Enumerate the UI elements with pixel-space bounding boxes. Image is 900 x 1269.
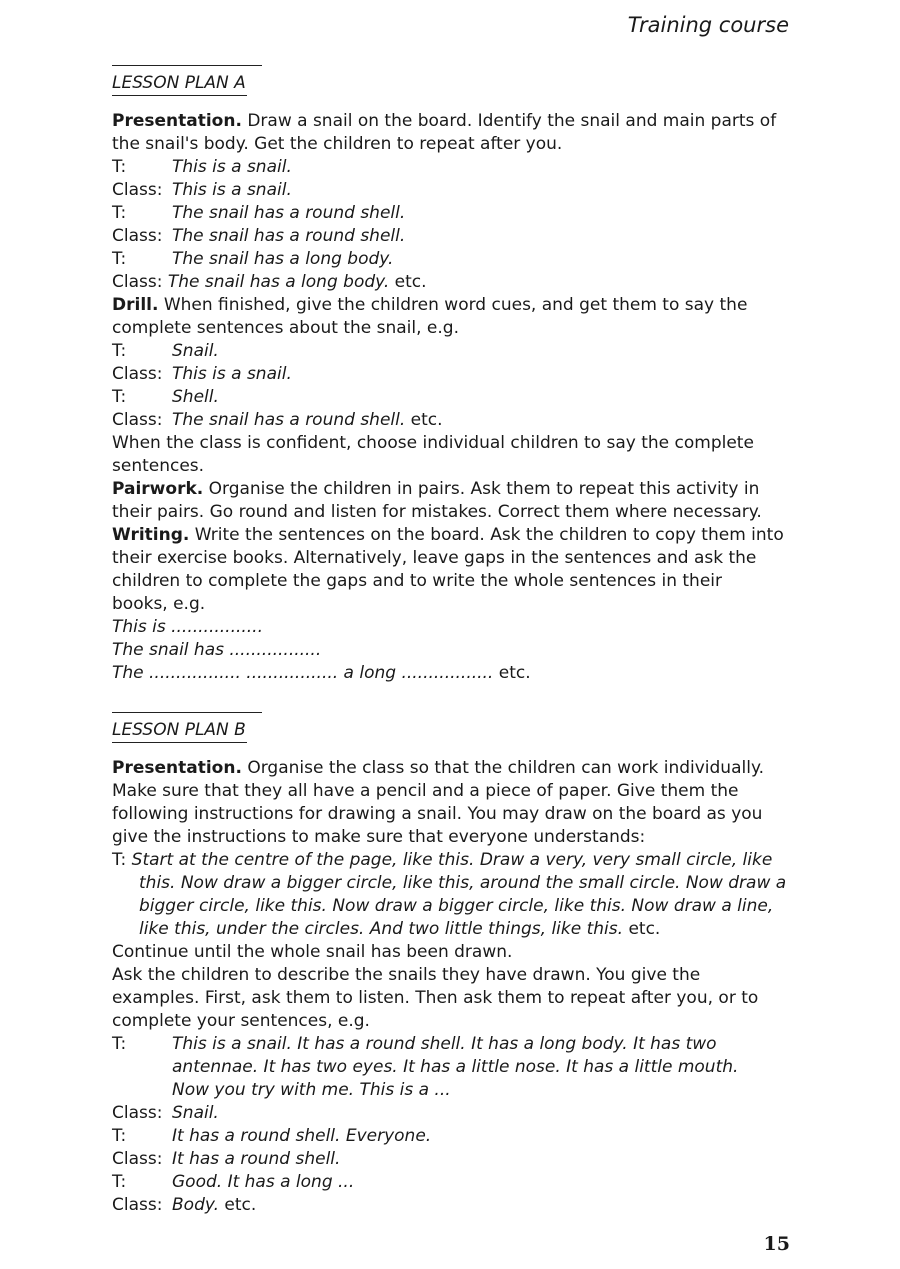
lesson-plan-b — [112, 712, 792, 1217]
speaker: Class: — [112, 1195, 163, 1215]
dialog-line — [112, 363, 792, 386]
presentation-text: Make sure that they all have a pencil and a piece of paper. Give them the — [112, 781, 739, 801]
section-title: LESSON PLAN B — [112, 719, 247, 743]
drill-text: complete sentences about the snail, e.g. — [112, 318, 459, 338]
etc-text: etc. — [623, 919, 661, 939]
continue-text: Continue until the whole snail has been drawn. — [112, 942, 513, 962]
speaker: Class: — [112, 272, 163, 292]
speaker: T: — [112, 1126, 127, 1146]
dialog-line — [112, 409, 792, 432]
speaker: T: — [112, 850, 132, 870]
section-title: LESSON PLAN A — [112, 72, 247, 96]
describe-text: Ask the children to describe the snails they have drawn. You give the — [112, 965, 701, 985]
utterance: Snail. — [172, 341, 219, 361]
speaker: Class: — [112, 364, 163, 384]
pairwork-text: their pairs. Go round and listen for mistakes. Correct them where necessary. — [112, 502, 762, 522]
utterance: The snail has a long body. — [172, 249, 394, 269]
speaker: Class: — [112, 180, 163, 200]
section-rule — [112, 712, 262, 713]
speaker: T: — [112, 249, 127, 269]
gap-sentence: This is ................. — [112, 617, 263, 637]
section-rule — [112, 65, 262, 66]
utterance: Shell. — [172, 387, 219, 407]
utterance: Body. — [172, 1195, 219, 1215]
describe-text: complete your sentences, e.g. — [112, 1011, 370, 1031]
presentation-text: give the instructions to make sure that everyone understands: — [112, 827, 646, 847]
writing-text: their exercise books. Alternatively, leave gaps in the sentences and ask the — [112, 548, 757, 568]
page-number: 15 — [763, 1233, 790, 1255]
lesson-a-body — [112, 110, 792, 685]
pairwork-label: Pairwork. — [112, 479, 204, 499]
confident-text: sentences. — [112, 456, 205, 476]
utterance: The snail has a long body. — [167, 272, 390, 292]
dialog-line — [112, 1102, 792, 1125]
drill-text: When finished, give the children word cues, and get them to say the — [158, 295, 748, 315]
utterance: Good. It has a long ... — [172, 1172, 355, 1192]
dialog-line — [112, 156, 792, 179]
utterance: This is a snail. It has a round shell. It has a long body. It has two antennae. It has two eyes. It has a little nose. It has a little mouth. Now you try with me. This is a ... — [172, 1034, 739, 1100]
presentation-label: Presentation. — [112, 758, 242, 778]
pairwork-text: Organise the children in pairs. Ask them to repeat this activity in — [203, 479, 760, 499]
utterance: It has a round shell. — [172, 1149, 341, 1169]
dialog-line — [112, 1033, 792, 1102]
utterance: Start at the centre of the page, like this. Draw a very, very small circle, like this. Now draw a bigger circle, like this, around the small circle. Now draw a bigger circle, like this. Now draw a bigger circle, like this. Now draw a line, like this, under the circles. And two little things, like this. — [131, 850, 787, 939]
dialog-line — [112, 271, 792, 294]
dialog-line — [112, 1171, 792, 1194]
speaker: T: — [112, 1034, 127, 1054]
etc-text: etc. — [389, 272, 427, 292]
presentation-text: following instructions for drawing a snail. You may draw on the board as you — [112, 804, 763, 824]
drill-label: Drill. — [112, 295, 159, 315]
describe-text: examples. First, ask them to listen. Then ask them to repeat after you, or to — [112, 988, 759, 1008]
speaker: T: — [112, 203, 127, 223]
speaker: Class: — [112, 1149, 163, 1169]
confident-text: When the class is confident, choose individual children to say the complete — [112, 433, 754, 453]
speaker: T: — [112, 341, 127, 361]
speaker: Class: — [112, 1103, 163, 1123]
lesson-b-body — [112, 757, 792, 1217]
utterance: The snail has a round shell. — [172, 203, 406, 223]
utterance: The snail has a round shell. — [172, 226, 406, 246]
utterance: This is a snail. — [172, 157, 292, 177]
writing-text: books, e.g. — [112, 594, 206, 614]
dialog-line — [112, 386, 792, 409]
lesson-plan-a — [112, 65, 792, 685]
etc-text: etc. — [405, 410, 443, 430]
utterance: Snail. — [172, 1103, 219, 1123]
utterance: The snail has a round shell. — [172, 410, 406, 430]
presentation-text: Draw a snail on the board. Identify the snail and main parts of — [241, 111, 777, 131]
etc-text: etc. — [219, 1195, 257, 1215]
writing-text: children to complete the gaps and to write the whole sentences in their — [112, 571, 722, 591]
gap-sentence: The snail has ................. — [112, 640, 322, 660]
dialog-line — [112, 1125, 792, 1148]
dialog-line — [112, 202, 792, 225]
writing-label: Writing. — [112, 525, 190, 545]
dialog-line — [112, 340, 792, 363]
utterance: It has a round shell. Everyone. — [172, 1126, 432, 1146]
speaker: Class: — [112, 226, 163, 246]
speaker: T: — [112, 157, 127, 177]
teacher-instruction — [112, 849, 789, 941]
speaker: T: — [112, 387, 127, 407]
dialog-line — [112, 179, 792, 202]
presentation-label: Presentation. — [112, 111, 242, 131]
speaker: T: — [112, 1172, 127, 1192]
dialog-line — [112, 1148, 792, 1171]
dialog-line — [112, 225, 792, 248]
writing-text: Write the sentences on the board. Ask the children to copy them into — [189, 525, 784, 545]
utterance: This is a snail. — [172, 364, 292, 384]
speaker: Class: — [112, 410, 163, 430]
utterance: This is a snail. — [172, 180, 292, 200]
etc-text: etc. — [493, 663, 531, 683]
gap-sentence: The ................. ................. a long ................. — [112, 663, 494, 683]
presentation-text: Organise the class so that the children can work individually. — [241, 758, 764, 778]
dialog-line — [112, 248, 792, 271]
running-header: Training course — [627, 13, 789, 37]
dialog-line — [112, 1194, 792, 1217]
presentation-text: the snail's body. Get the children to repeat after you. — [112, 134, 563, 154]
